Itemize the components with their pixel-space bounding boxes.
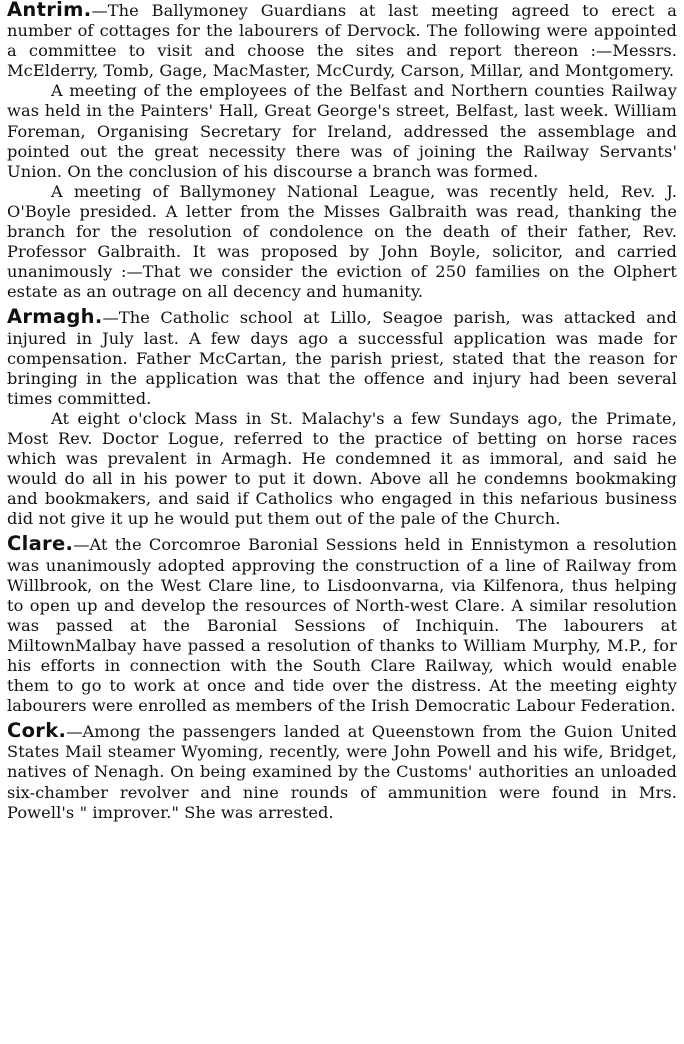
paragraph: At eight o'clock Mass in St. Malachy's a few Sundays ago, the Primate, Most Rev. Doctor Logue, referred to the practice of betting on horse races which was prevalent in Armagh. He condemned it as immoral, and said he would do all in his power to put it down. Above all he condemns bookmaking and bookmakers, and said if Catholics who engaged in this nefarious business did not give it up he would put them out of the pale of the Church. xyxy=(7,408,677,529)
paragraph-text: —The Ballymoney Guardians at last meeting agreed to erect a number of cottages for the labourers of Dervock. The following were appointed a committee to visit and choose the sites and report thereon :—Messrs. McElderry, Tomb, Gage, MacMaster, McCurdy, Carson, Millar, and Montgomery. xyxy=(7,1,677,81)
paragraph: A meeting of Ballymoney National League, was recently held, Rev. J. O'Boyle presided. A letter from the Misses Galbraith was read, thanking the branch for the resolution of condolence on the death of their father, Rev. Professor Galbraith. It was proposed by John Boyle, solicitor, and carried unanimously :—That we consider the eviction of 250 families on the Olphert estate as an outrage on all decency and humanity. xyxy=(7,181,677,302)
section-heading: Armagh. xyxy=(7,305,103,329)
paragraph xyxy=(7,0,677,81)
section-heading: Clare. xyxy=(7,532,74,556)
paragraph xyxy=(7,307,677,408)
paragraph xyxy=(7,534,677,716)
section-antrim xyxy=(7,0,677,302)
paragraph-text: —The Catholic school at Lillo, Seagoe parish, was attacked and injured in July last. A few days ago a successful application was made for compensation. Father McCartan, the parish priest, stated that the reason for bringing in the application was that the offence and injury had been several times committed. xyxy=(7,308,677,408)
section-cork xyxy=(7,721,677,822)
section-armagh xyxy=(7,307,677,529)
section-clare xyxy=(7,534,677,716)
section-heading: Cork. xyxy=(7,719,67,743)
paragraph: A meeting of the employees of the Belfast and Northern counties Railway was held in the Painters' Hall, Great George's street, Belfast, last week. William Foreman, Organising Secretary for Ireland, addressed the assemblage and pointed out the great necessity there was of joining the Railway Servants' Union. On the conclusion of his discourse a branch was formed. xyxy=(7,81,677,181)
paragraph-text: —At the Corcomroe Baronial Sessions held in Ennistymon a resolution was unanimously adopted approving the construction of a line of Railway from Willbrook, on the West Clare line, to Lisdoonvarna, via Kilfenora, thus helping to open up and develop the resources of North-west Clare. A similar resolution was passed at the Baronial Sessions of Inchiquin. The labourers at MiltownMalbay have passed a resolution of thanks to William Murphy, M.P., for his efforts in connection with the South Clare Railway, which would enable them to go to work at once and tide over the distress. At the meeting eighty labourers were enrolled as members of the Irish Democratic Labour Federation. xyxy=(7,535,677,716)
paragraph xyxy=(7,721,677,822)
section-heading: Antrim. xyxy=(7,0,92,21)
paragraph-text: —Among the passengers landed at Queenstown from the Guion United States Mail steamer Wyoming, recently, were John Powell and his wife, Bridget, natives of Nenagh. On being examined by the Customs' authorities an unloaded six-chamber revolver and nine rounds of ammunition were found in Mrs. Powell's " improver." She was arrested. xyxy=(7,722,677,822)
